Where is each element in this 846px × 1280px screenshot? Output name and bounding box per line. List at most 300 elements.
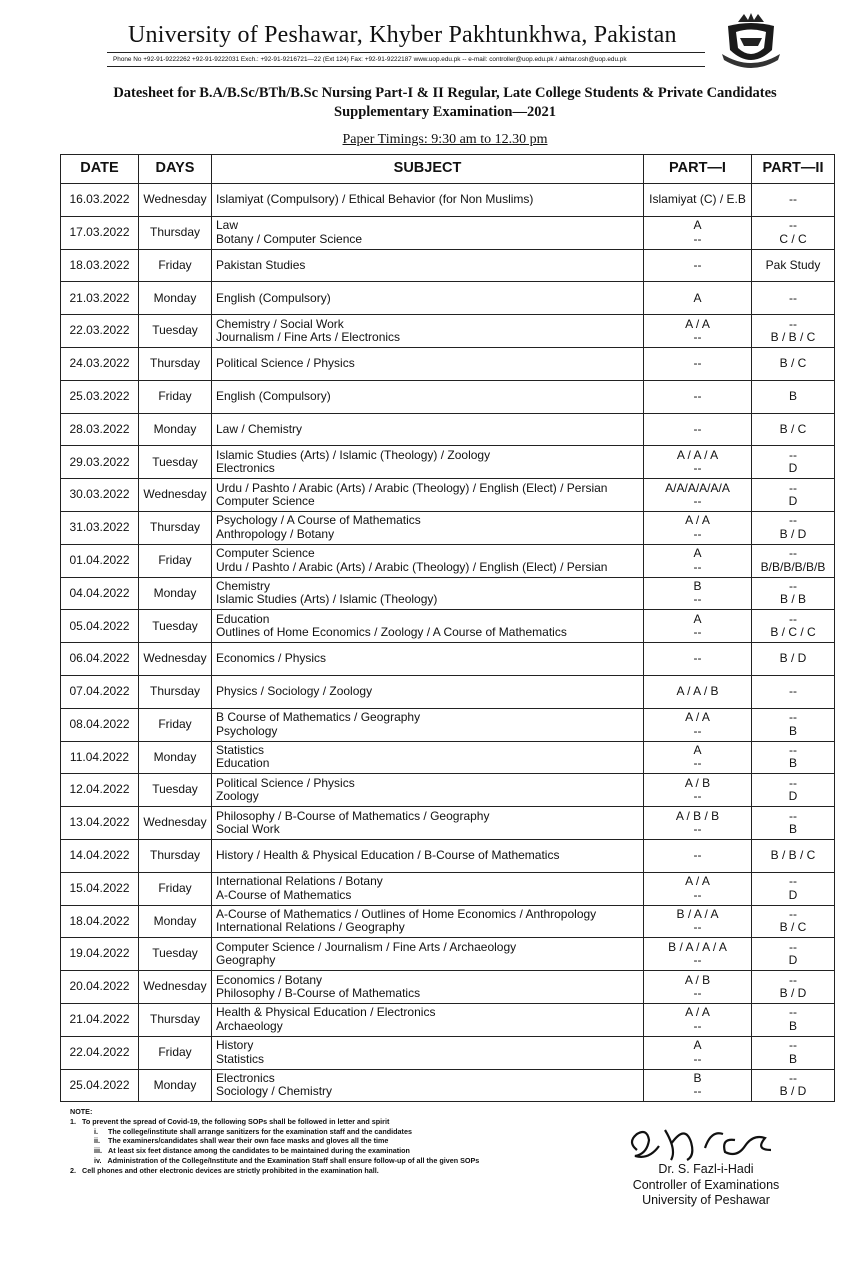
table-row [61, 413, 835, 446]
part-2-cell-line: -- [789, 316, 797, 331]
day-cell: Thursday [139, 675, 212, 708]
part-2-cell-line: -- [789, 611, 797, 626]
date-cell: 16.03.2022 [61, 184, 139, 217]
note-item: 1. To prevent the spread of Covid-19, the following SOPs shall be followed in letter and spirit [70, 1116, 390, 1126]
part-2-cell-line: -- [789, 775, 797, 790]
part-1-cell-line: -- [693, 789, 702, 804]
part-1-cell-line: A / A [685, 710, 710, 725]
subject-cell-line: Health & Physical Education / Electronics [216, 1005, 436, 1020]
table-row [61, 216, 835, 249]
table-row [61, 741, 835, 774]
part-1-cell-line: -- [693, 461, 702, 476]
subject-cell [212, 249, 644, 282]
part-1-cell-line: -- [693, 330, 702, 345]
part-1-cell [644, 741, 752, 774]
part-1-cell [644, 643, 752, 676]
date-cell: 18.04.2022 [61, 905, 139, 938]
subject-cell-line: Botany / Computer Science [216, 231, 363, 246]
subject-cell [212, 380, 644, 413]
part-2-cell [752, 282, 835, 315]
subject-cell-line: Education [216, 756, 270, 771]
part-2-cell [752, 249, 835, 282]
day-cell: Monday [139, 282, 212, 315]
part-1-cell [644, 577, 752, 610]
table-row [61, 971, 835, 1004]
date-cell: 05.04.2022 [61, 610, 139, 643]
header-subject: SUBJECT [212, 155, 644, 184]
part-1-cell [644, 216, 752, 249]
subject-cell-line: Islamic Studies (Arts) / Islamic (Theology) / Zoology [216, 447, 491, 462]
subject-cell-line: Computer Science / Journalism / Fine Arts / Archaeology [216, 939, 517, 954]
part-2-cell-line: -- [789, 218, 797, 233]
part-2-cell-line: B / C [779, 356, 807, 371]
day-cell: Friday [139, 380, 212, 413]
part-2-cell [752, 413, 835, 446]
table-row [61, 1003, 835, 1036]
subject-cell-line: Chemistry [216, 578, 271, 593]
note-subitem: iv. Administration of the College/Institute and the Examination Staff shall ensure follow-up of all the given SOPs [94, 1155, 480, 1165]
subject-cell [212, 1069, 644, 1102]
subject-cell-line: Archaeology [216, 1018, 283, 1033]
part-1-cell-line: A / A [685, 1005, 710, 1020]
part-1-cell-line: A / B [684, 775, 711, 790]
subject-cell-line: History / Health & Physical Education / B-Course of Mathematics [216, 848, 560, 863]
date-cell: 19.04.2022 [61, 938, 139, 971]
subject-cell [212, 282, 644, 315]
part-1-cell-line: -- [693, 231, 702, 246]
part-1-cell [644, 347, 752, 380]
day-cell: Wednesday [139, 643, 212, 676]
part-2-cell-line: -- [789, 684, 797, 699]
subject-cell [212, 479, 644, 512]
note-subitem: i. The college/institute shall arrange sanitizers for the examination staff and the candidates [94, 1126, 412, 1136]
subject-cell-line: Statistics [216, 742, 265, 757]
part-1-cell-line: -- [693, 1051, 702, 1066]
part-2-cell-line: -- [789, 742, 797, 757]
part-1-cell-line: -- [693, 494, 702, 509]
part-2-cell [752, 544, 835, 577]
part-2-cell-line: B [788, 1018, 797, 1033]
part-2-cell-line: -- [789, 290, 797, 305]
part-2-cell-line: B [788, 388, 797, 403]
part-1-cell-line: -- [693, 388, 702, 403]
day-cell: Tuesday [139, 938, 212, 971]
part-2-cell [752, 184, 835, 217]
part-1-cell [644, 905, 752, 938]
subject-cell [212, 905, 644, 938]
part-2-cell-line: B/B/B/B/B/B [760, 559, 826, 574]
part-2-cell [752, 347, 835, 380]
subject-cell-line: Zoology [216, 789, 259, 804]
day-cell: Thursday [139, 839, 212, 872]
subject-cell [212, 315, 644, 348]
notes [70, 1107, 479, 1176]
part-1-cell [644, 282, 752, 315]
part-2-cell [752, 380, 835, 413]
part-1-cell-line: -- [693, 356, 702, 371]
subject-cell [212, 216, 644, 249]
part-2-cell [752, 839, 835, 872]
day-cell: Tuesday [139, 610, 212, 643]
subject-cell [212, 643, 644, 676]
part-1-cell-line: A / B [684, 972, 711, 987]
day-cell: Thursday [139, 511, 212, 544]
table-row [61, 184, 835, 217]
part-2-cell-line: -- [789, 578, 797, 593]
table-row [61, 774, 835, 807]
part-2-cell-line: B / B / C [770, 330, 816, 345]
part-1-cell [644, 511, 752, 544]
table-row [61, 938, 835, 971]
subject-cell-line: Economics / Botany [216, 972, 323, 987]
subject-cell-line: Urdu / Pashto / Arabic (Arts) / Arabic (Theology) / English (Elect) / Persian [216, 480, 608, 495]
part-1-cell [644, 675, 752, 708]
subject-cell-line: Electronics [216, 461, 275, 476]
part-2-cell [752, 675, 835, 708]
part-1-cell-line: B [693, 1070, 702, 1085]
subject-cell-line: Urdu / Pashto / Arabic (Arts) / Arabic (Theology) / English (Elect) / Persian [216, 559, 608, 574]
subject-cell-line: Political Science / Physics [216, 775, 355, 790]
table-row [61, 282, 835, 315]
part-1-cell-line: -- [693, 756, 702, 771]
part-2-cell [752, 741, 835, 774]
part-2-cell-line: Pak Study [765, 257, 821, 272]
part-2-cell [752, 643, 835, 676]
part-2-cell [752, 216, 835, 249]
subject-cell-line: Geography [216, 953, 276, 968]
table-row [61, 446, 835, 479]
part-1-cell-line: -- [693, 559, 702, 574]
part-1-cell-line: A / A [685, 874, 710, 889]
subject-cell-line: A-Course of Mathematics / Outlines of Home Economics / Anthropology [216, 906, 597, 921]
date-cell: 12.04.2022 [61, 774, 139, 807]
part-1-cell-line: -- [693, 986, 702, 1001]
header-date: DATE [61, 155, 139, 184]
part-2-cell [752, 774, 835, 807]
subject-cell-line: Islamiyat (Compulsory) / Ethical Behavior (for Non Muslims) [216, 192, 534, 207]
table-row [61, 380, 835, 413]
day-cell: Friday [139, 708, 212, 741]
date-cell: 04.04.2022 [61, 577, 139, 610]
part-1-cell-line: -- [693, 822, 702, 837]
part-2-cell [752, 938, 835, 971]
part-1-cell-line: A [693, 742, 702, 757]
subject-cell-line: Islamic Studies (Arts) / Islamic (Theology) [216, 592, 438, 607]
part-1-cell-line: A [693, 1038, 702, 1053]
part-1-cell [644, 708, 752, 741]
part-1-cell [644, 872, 752, 905]
part-2-cell-line: -- [789, 1070, 797, 1085]
part-2-cell-line: -- [789, 972, 797, 987]
day-cell: Tuesday [139, 446, 212, 479]
part-2-cell-line: -- [789, 513, 797, 528]
part-1-cell-line: B / A / A / A [668, 939, 727, 954]
part-1-cell-line: B [693, 578, 702, 593]
day-cell: Friday [139, 249, 212, 282]
signature-block [626, 1162, 786, 1209]
day-cell: Wednesday [139, 479, 212, 512]
date-cell: 22.04.2022 [61, 1036, 139, 1069]
date-cell: 25.03.2022 [61, 380, 139, 413]
signature-icon [625, 1120, 795, 1165]
table-row [61, 872, 835, 905]
subject-cell-line: Social Work [216, 822, 280, 837]
part-1-cell [644, 544, 752, 577]
table-row [61, 577, 835, 610]
subject-cell [212, 1003, 644, 1036]
day-cell: Wednesday [139, 184, 212, 217]
part-2-cell [752, 479, 835, 512]
date-cell: 14.04.2022 [61, 839, 139, 872]
part-1-cell [644, 413, 752, 446]
subject-cell [212, 511, 644, 544]
subject-cell-line: International Relations / Geography [216, 920, 405, 935]
part-1-cell [644, 380, 752, 413]
part-2-cell-line: -- [789, 1005, 797, 1020]
subject-cell-line: Electronics [216, 1070, 275, 1085]
date-cell: 11.04.2022 [61, 741, 139, 774]
date-cell: 20.04.2022 [61, 971, 139, 1004]
date-cell: 21.03.2022 [61, 282, 139, 315]
date-cell: 25.04.2022 [61, 1069, 139, 1102]
day-cell: Monday [139, 905, 212, 938]
part-1-cell [644, 971, 752, 1004]
part-2-cell-line: B / C / C [770, 625, 816, 640]
date-cell: 13.04.2022 [61, 807, 139, 840]
part-1-cell-line: A / A / B [676, 684, 719, 699]
subject-cell-line: Journalism / Fine Arts / Electronics [216, 330, 401, 345]
subject-cell-line: A-Course of Mathematics [216, 887, 352, 902]
subject-cell [212, 971, 644, 1004]
subject-cell-line: Psychology / A Course of Mathematics [216, 513, 421, 528]
subject-cell-line: Outlines of Home Economics / Zoology / A Course of Mathematics [216, 625, 567, 640]
part-1-cell-line: -- [693, 1018, 702, 1033]
subject-cell-line: Economics / Physics [216, 651, 327, 666]
document-title [60, 84, 830, 122]
part-1-cell-line: -- [693, 625, 702, 640]
part-2-cell-line: -- [789, 192, 797, 207]
part-1-cell-line: A [693, 546, 702, 561]
subject-cell [212, 544, 644, 577]
table-row [61, 675, 835, 708]
subject-cell [212, 1036, 644, 1069]
subject-cell [212, 675, 644, 708]
table-row [61, 544, 835, 577]
day-cell: Tuesday [139, 315, 212, 348]
part-1-cell [644, 446, 752, 479]
subject-cell-line: Sociology / Chemistry [216, 1084, 333, 1099]
subject-cell-line: Statistics [216, 1051, 265, 1066]
part-2-cell-line: D [788, 494, 798, 509]
part-1-cell [644, 1036, 752, 1069]
part-2-cell [752, 446, 835, 479]
subject-cell [212, 184, 644, 217]
date-cell: 18.03.2022 [61, 249, 139, 282]
part-2-cell [752, 1036, 835, 1069]
date-cell: 17.03.2022 [61, 216, 139, 249]
day-cell: Friday [139, 1036, 212, 1069]
datesheet-table [60, 154, 835, 1102]
note-item: 2. Cell phones and other electronic devices are strictly prohibited in the examination hall. [70, 1165, 379, 1175]
day-cell: Thursday [139, 347, 212, 380]
subject-cell-line: English (Compulsory) [216, 290, 331, 305]
part-1-cell-line: A / A / A [676, 447, 719, 462]
date-cell: 28.03.2022 [61, 413, 139, 446]
day-cell: Monday [139, 1069, 212, 1102]
part-1-cell-line: -- [693, 592, 702, 607]
table-row [61, 839, 835, 872]
date-cell: 06.04.2022 [61, 643, 139, 676]
university-crest-icon [718, 10, 784, 72]
day-cell: Monday [139, 577, 212, 610]
part-2-cell-line: C / C [779, 231, 807, 246]
part-2-cell [752, 610, 835, 643]
part-1-cell [644, 479, 752, 512]
table-row [61, 807, 835, 840]
signatory-designation: Controller of Examinations [632, 1177, 780, 1192]
subject-cell-line: Anthropology / Botany [216, 526, 335, 541]
table-row [61, 347, 835, 380]
part-1-cell-line: A [693, 290, 702, 305]
part-2-cell-line: -- [789, 874, 797, 889]
part-2-cell-line: B [788, 1051, 797, 1066]
subject-cell [212, 807, 644, 840]
day-cell: Tuesday [139, 774, 212, 807]
subject-cell-line: B Course of Mathematics / Geography [216, 710, 421, 725]
subject-cell [212, 446, 644, 479]
signatory-org: University of Peshawar [642, 1193, 770, 1207]
subject-cell-line: English (Compulsory) [216, 388, 331, 403]
table-row [61, 1069, 835, 1102]
part-2-cell [752, 872, 835, 905]
date-cell: 01.04.2022 [61, 544, 139, 577]
subject-cell [212, 741, 644, 774]
part-1-cell-line: -- [693, 421, 702, 436]
header-part-2: PART—II [752, 155, 835, 184]
part-1-cell-line: A [693, 611, 702, 626]
part-1-cell-line: -- [693, 651, 702, 666]
paper-timings-text: Paper Timings: 9:30 am to 12.30 pm [342, 132, 548, 147]
date-cell: 22.03.2022 [61, 315, 139, 348]
university-title: University of Peshawar, Khyber Pakhtunkhwa, Pakistan [128, 22, 677, 48]
part-1-cell-line: -- [693, 920, 702, 935]
table-header-row [61, 155, 835, 184]
subject-cell [212, 577, 644, 610]
title-line-1: Datesheet for B.A/B.Sc/BTh/B.Sc Nursing Part-I & II Regular, Late College Students & Private Candidates [113, 85, 777, 101]
part-1-cell-line: A / A [685, 513, 710, 528]
date-cell: 21.04.2022 [61, 1003, 139, 1036]
table-row [61, 249, 835, 282]
part-1-cell [644, 938, 752, 971]
subject-cell-line: Psychology [216, 723, 278, 738]
part-2-cell-line: D [788, 953, 798, 968]
part-2-cell-line: B [788, 756, 797, 771]
table-row [61, 708, 835, 741]
part-2-cell-line: B / D [779, 986, 807, 1001]
subject-cell [212, 347, 644, 380]
part-2-cell [752, 315, 835, 348]
part-1-cell [644, 1069, 752, 1102]
subject-cell [212, 938, 644, 971]
part-1-cell [644, 807, 752, 840]
part-2-cell-line: -- [789, 710, 797, 725]
note-heading: NOTE: [70, 1107, 93, 1116]
part-1-cell-line: A / A [685, 316, 710, 331]
date-cell: 08.04.2022 [61, 708, 139, 741]
part-1-cell-line: B / A / A [676, 906, 719, 921]
part-2-cell-line: -- [789, 1038, 797, 1053]
part-1-cell-line: -- [693, 1084, 702, 1099]
part-1-cell-line: -- [693, 526, 702, 541]
part-1-cell-line: Islamiyat (C) / E.B [649, 192, 746, 207]
part-2-cell [752, 577, 835, 610]
part-2-cell-line: -- [789, 906, 797, 921]
part-2-cell [752, 511, 835, 544]
part-1-cell-line: -- [693, 257, 702, 272]
part-2-cell [752, 971, 835, 1004]
part-1-cell [644, 610, 752, 643]
note-subitem: iii. At least six feet distance among the candidates to be maintained during the examination [94, 1146, 410, 1156]
subject-cell [212, 708, 644, 741]
subject-cell-line: Physics / Sociology / Zoology [216, 684, 373, 699]
part-2-cell [752, 905, 835, 938]
date-cell: 29.03.2022 [61, 446, 139, 479]
part-2-cell-line: B / D [779, 526, 807, 541]
part-1-cell-line: -- [693, 887, 702, 902]
part-2-cell [752, 1003, 835, 1036]
signatory-name: Dr. S. Fazl-i-Hadi [658, 1162, 754, 1176]
date-cell: 31.03.2022 [61, 511, 139, 544]
part-1-cell-line: -- [693, 848, 702, 863]
contact-line: Phone No +92-91-9222262 +92-91-9222031 Exch.: +92-91-9216721—22 (Ext 124) Fax: +92-91-9222187 www.uop.edu.pk -- e-mail: controller@uop.edu.pk / akhtar.osh@uop.edu.pk [107, 52, 705, 67]
subject-cell [212, 413, 644, 446]
date-cell: 30.03.2022 [61, 479, 139, 512]
part-1-cell-line: A/A/A/A/A/A [665, 480, 730, 495]
part-2-cell-line: -- [789, 939, 797, 954]
day-cell: Wednesday [139, 807, 212, 840]
part-2-cell [752, 708, 835, 741]
part-2-cell-line: B / D [779, 1084, 807, 1099]
part-2-cell [752, 1069, 835, 1102]
table-row [61, 905, 835, 938]
part-2-cell-line: -- [789, 546, 797, 561]
subject-cell-line: Political Science / Physics [216, 356, 355, 371]
subject-cell-line: Chemistry / Social Work [216, 316, 344, 331]
day-cell: Thursday [139, 216, 212, 249]
part-2-cell-line: B / B [779, 592, 806, 607]
part-2-cell [752, 807, 835, 840]
day-cell: Monday [139, 741, 212, 774]
part-2-cell-line: -- [789, 808, 797, 823]
part-1-cell [644, 249, 752, 282]
subject-cell-line: Computer Science [216, 546, 315, 561]
subject-cell-line: International Relations / Botany [216, 874, 383, 889]
part-1-cell-line: A / B / B [675, 808, 720, 823]
table-row [61, 1036, 835, 1069]
part-2-cell-line: -- [789, 447, 797, 462]
part-1-cell-line: -- [693, 953, 702, 968]
part-2-cell-line: D [788, 887, 798, 902]
part-2-cell-line: -- [789, 480, 797, 495]
day-cell: Monday [139, 413, 212, 446]
table-row [61, 643, 835, 676]
part-2-cell-line: B [788, 723, 797, 738]
table-row [61, 479, 835, 512]
part-1-cell [644, 184, 752, 217]
subject-cell [212, 774, 644, 807]
table-row [61, 610, 835, 643]
note-subitem: ii. The examiners/candidates shall wear their own face masks and gloves all the time [94, 1136, 389, 1146]
